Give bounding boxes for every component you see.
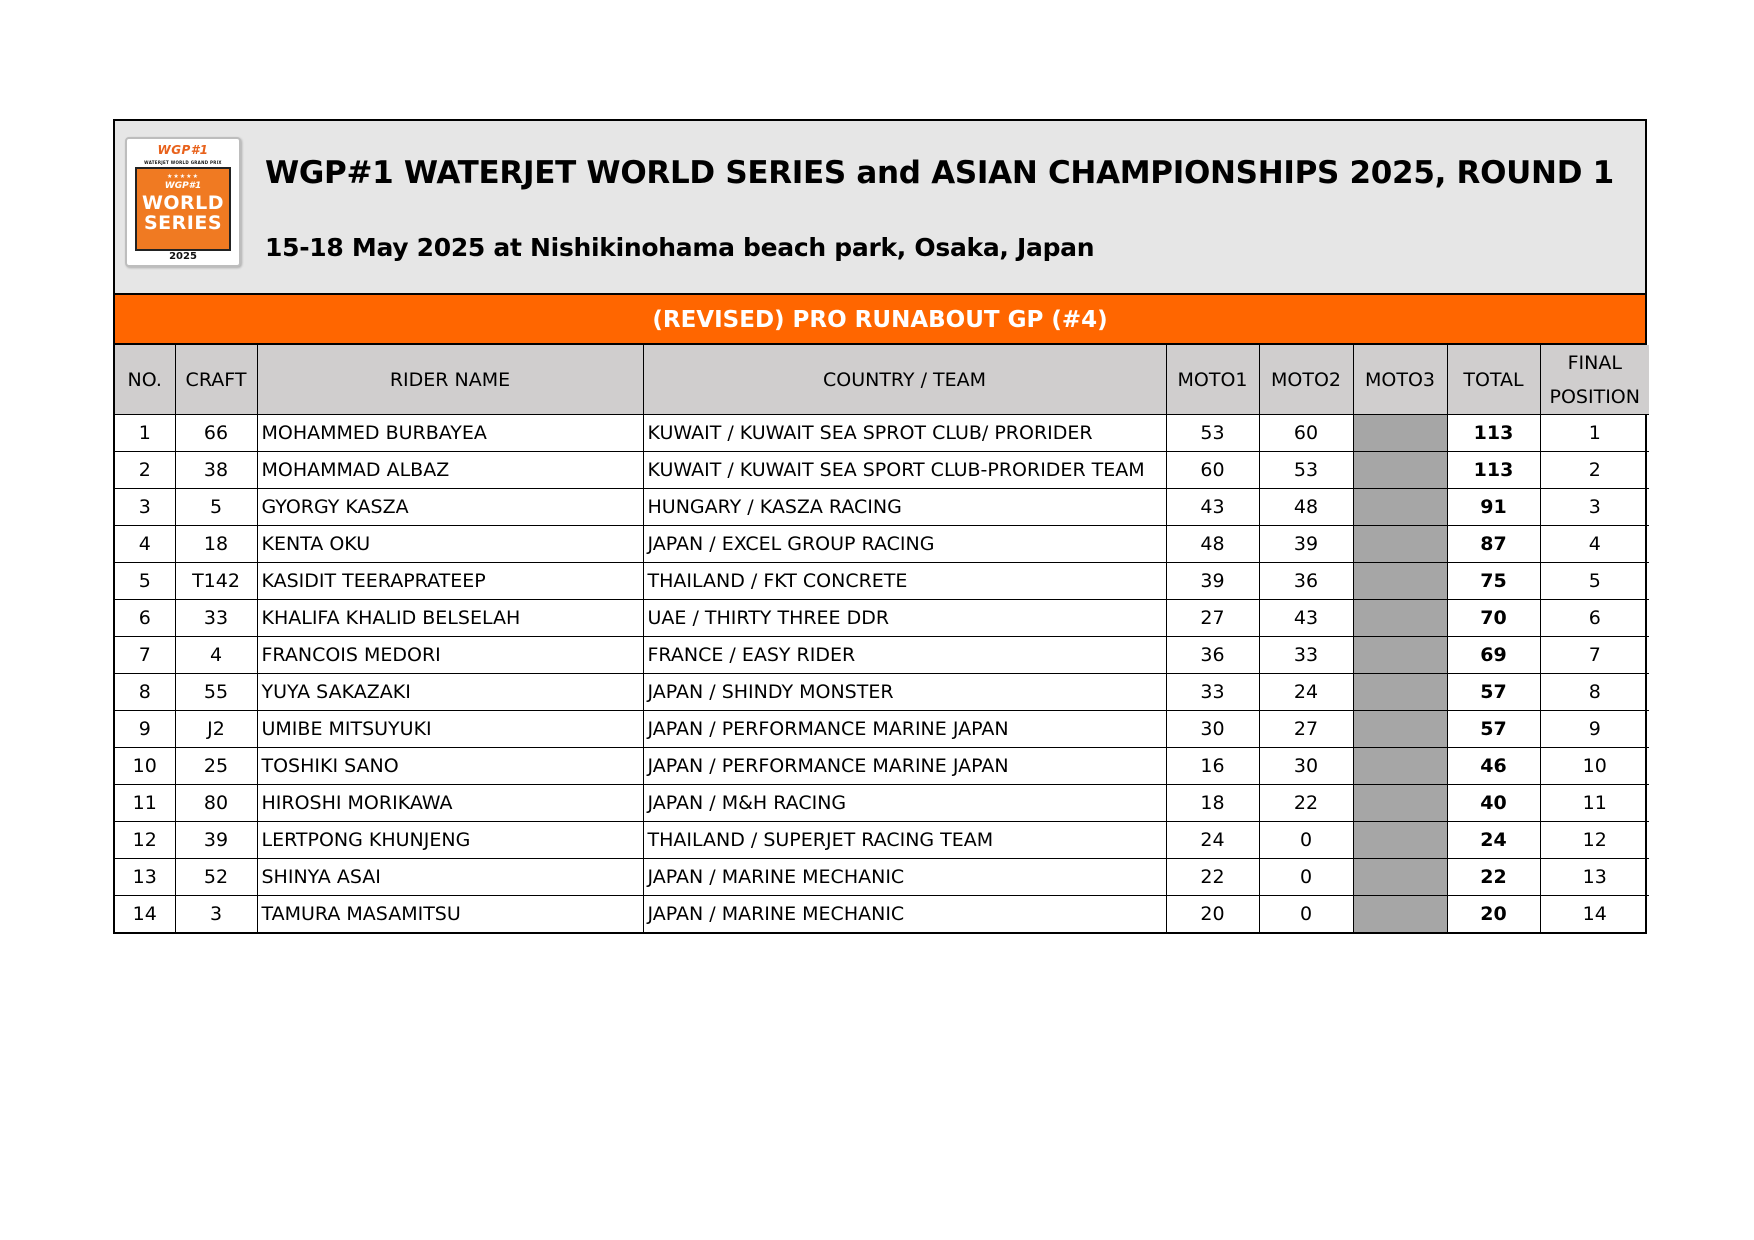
cell-moto3 <box>1353 711 1447 748</box>
table-row <box>115 637 1649 674</box>
cell-craft: 18 <box>175 526 257 563</box>
cell-moto3 <box>1353 452 1447 489</box>
cell-total: 113 <box>1447 452 1540 489</box>
cell-moto2: 48 <box>1259 489 1353 526</box>
cell-rider: TOSHIKI SANO <box>257 748 643 785</box>
cell-craft: T142 <box>175 563 257 600</box>
cell-craft: 52 <box>175 859 257 896</box>
cell-craft: J2 <box>175 711 257 748</box>
cell-final: 2 <box>1540 452 1649 489</box>
cell-moto3 <box>1353 822 1447 859</box>
cell-total: 69 <box>1447 637 1540 674</box>
col-header-team: COUNTRY / TEAM <box>643 345 1166 415</box>
cell-no: 1 <box>115 415 175 452</box>
cell-total: 70 <box>1447 600 1540 637</box>
col-header-final-line2: POSITION <box>1549 385 1640 408</box>
cell-no: 6 <box>115 600 175 637</box>
cell-team: JAPAN / MARINE MECHANIC <box>643 896 1166 933</box>
cell-total: 75 <box>1447 563 1540 600</box>
table-row <box>115 711 1649 748</box>
cell-total: 91 <box>1447 489 1540 526</box>
table-row <box>115 896 1649 933</box>
cell-rider: UMIBE MITSUYUKI <box>257 711 643 748</box>
cell-rider: KENTA OKU <box>257 526 643 563</box>
cell-rider: LERTPONG KHUNJENG <box>257 822 643 859</box>
cell-no: 2 <box>115 452 175 489</box>
col-header-craft: CRAFT <box>175 345 257 415</box>
cell-final: 6 <box>1540 600 1649 637</box>
cell-no: 5 <box>115 563 175 600</box>
cell-total: 24 <box>1447 822 1540 859</box>
cell-moto2: 0 <box>1259 859 1353 896</box>
cell-moto2: 27 <box>1259 711 1353 748</box>
cell-no: 13 <box>115 859 175 896</box>
cell-moto2: 24 <box>1259 674 1353 711</box>
logo-mini-text: WGP#1 <box>164 181 202 191</box>
cell-final: 4 <box>1540 526 1649 563</box>
cell-craft: 33 <box>175 600 257 637</box>
col-header-moto1: MOTO1 <box>1166 345 1259 415</box>
table-row <box>115 674 1649 711</box>
cell-craft: 4 <box>175 637 257 674</box>
cell-team: FRANCE / EASY RIDER <box>643 637 1166 674</box>
table-row <box>115 452 1649 489</box>
col-header-final-position <box>1540 345 1649 415</box>
cell-moto2: 0 <box>1259 896 1353 933</box>
cell-moto2: 36 <box>1259 563 1353 600</box>
cell-no: 11 <box>115 785 175 822</box>
cell-no: 10 <box>115 748 175 785</box>
cell-total: 20 <box>1447 896 1540 933</box>
cell-team: JAPAN / PERFORMANCE MARINE JAPAN <box>643 748 1166 785</box>
cell-moto1: 24 <box>1166 822 1259 859</box>
cell-no: 4 <box>115 526 175 563</box>
cell-moto1: 16 <box>1166 748 1259 785</box>
logo-word-series: SERIES <box>143 212 223 234</box>
cell-craft: 80 <box>175 785 257 822</box>
cell-team: JAPAN / M&H RACING <box>643 785 1166 822</box>
logo-panel <box>135 167 231 251</box>
cell-final: 7 <box>1540 637 1649 674</box>
column-header-row <box>115 345 1649 415</box>
logo-wgp-text: WGP#1 <box>157 143 209 157</box>
cell-moto3 <box>1353 859 1447 896</box>
cell-no: 3 <box>115 489 175 526</box>
category-banner: (REVISED) PRO RUNABOUT GP (#4) <box>115 295 1645 345</box>
cell-final: 9 <box>1540 711 1649 748</box>
cell-moto2: 30 <box>1259 748 1353 785</box>
results-sheet <box>113 119 1647 934</box>
event-title: WGP#1 WATERJET WORLD SERIES and ASIAN CHAMPIONSHIPS 2025, ROUND 1 <box>265 155 1614 191</box>
cell-moto2: 22 <box>1259 785 1353 822</box>
col-header-moto2: MOTO2 <box>1259 345 1353 415</box>
cell-team: THAILAND / SUPERJET RACING TEAM <box>643 822 1166 859</box>
table-row <box>115 526 1649 563</box>
cell-total: 40 <box>1447 785 1540 822</box>
cell-team: UAE / THIRTY THREE DDR <box>643 600 1166 637</box>
results-table <box>115 345 1649 932</box>
table-row <box>115 748 1649 785</box>
cell-moto1: 60 <box>1166 452 1259 489</box>
cell-team: JAPAN / SHINDY MONSTER <box>643 674 1166 711</box>
cell-craft: 5 <box>175 489 257 526</box>
col-header-moto3: MOTO3 <box>1353 345 1447 415</box>
cell-final: 3 <box>1540 489 1649 526</box>
cell-total: 87 <box>1447 526 1540 563</box>
cell-rider: YUYA SAKAZAKI <box>257 674 643 711</box>
cell-craft: 55 <box>175 674 257 711</box>
cell-craft: 3 <box>175 896 257 933</box>
cell-moto3 <box>1353 637 1447 674</box>
table-row <box>115 785 1649 822</box>
cell-team: KUWAIT / KUWAIT SEA SPROT CLUB/ PRORIDER <box>643 415 1166 452</box>
cell-total: 113 <box>1447 415 1540 452</box>
cell-total: 57 <box>1447 674 1540 711</box>
cell-total: 57 <box>1447 711 1540 748</box>
cell-craft: 39 <box>175 822 257 859</box>
cell-moto3 <box>1353 748 1447 785</box>
cell-final: 10 <box>1540 748 1649 785</box>
cell-rider: MOHAMMED BURBAYEA <box>257 415 643 452</box>
cell-moto1: 27 <box>1166 600 1259 637</box>
cell-moto1: 43 <box>1166 489 1259 526</box>
cell-moto1: 20 <box>1166 896 1259 933</box>
cell-moto1: 39 <box>1166 563 1259 600</box>
cell-final: 8 <box>1540 674 1649 711</box>
cell-no: 9 <box>115 711 175 748</box>
cell-team: JAPAN / PERFORMANCE MARINE JAPAN <box>643 711 1166 748</box>
cell-team: JAPAN / EXCEL GROUP RACING <box>643 526 1166 563</box>
cell-total: 46 <box>1447 748 1540 785</box>
cell-moto1: 22 <box>1166 859 1259 896</box>
cell-no: 7 <box>115 637 175 674</box>
cell-moto3 <box>1353 489 1447 526</box>
logo-stars: ★★★★★ <box>167 173 199 180</box>
cell-final: 11 <box>1540 785 1649 822</box>
cell-moto1: 53 <box>1166 415 1259 452</box>
cell-moto2: 53 <box>1259 452 1353 489</box>
cell-moto3 <box>1353 563 1447 600</box>
cell-moto3 <box>1353 674 1447 711</box>
cell-moto2: 60 <box>1259 415 1353 452</box>
logo-word-world: WORLD <box>141 192 225 214</box>
cell-rider: SHINYA ASAI <box>257 859 643 896</box>
col-header-total: TOTAL <box>1447 345 1540 415</box>
cell-team: KUWAIT / KUWAIT SEA SPORT CLUB-PRORIDER TEAM <box>643 452 1166 489</box>
cell-rider: HIROSHI MORIKAWA <box>257 785 643 822</box>
cell-moto2: 39 <box>1259 526 1353 563</box>
table-row <box>115 822 1649 859</box>
cell-final: 13 <box>1540 859 1649 896</box>
cell-moto2: 43 <box>1259 600 1353 637</box>
cell-team: HUNGARY / KASZA RACING <box>643 489 1166 526</box>
cell-final: 1 <box>1540 415 1649 452</box>
cell-moto3 <box>1353 415 1447 452</box>
cell-no: 8 <box>115 674 175 711</box>
cell-moto3 <box>1353 896 1447 933</box>
cell-final: 5 <box>1540 563 1649 600</box>
cell-rider: MOHAMMAD ALBAZ <box>257 452 643 489</box>
cell-final: 14 <box>1540 896 1649 933</box>
cell-moto1: 18 <box>1166 785 1259 822</box>
event-subtitle: 15-18 May 2025 at Nishikinohama beach park, Osaka, Japan <box>265 233 1095 262</box>
cell-craft: 25 <box>175 748 257 785</box>
table-row <box>115 415 1649 452</box>
cell-moto1: 30 <box>1166 711 1259 748</box>
cell-no: 14 <box>115 896 175 933</box>
cell-moto2: 0 <box>1259 822 1353 859</box>
col-header-final-line1: FINAL <box>1567 351 1622 374</box>
col-header-no: NO. <box>115 345 175 415</box>
cell-craft: 38 <box>175 452 257 489</box>
table-row <box>115 600 1649 637</box>
cell-rider: KHALIFA KHALID BELSELAH <box>257 600 643 637</box>
cell-rider: FRANCOIS MEDORI <box>257 637 643 674</box>
cell-team: JAPAN / MARINE MECHANIC <box>643 859 1166 896</box>
col-header-rider: RIDER NAME <box>257 345 643 415</box>
logo-subtext: WATERJET WORLD GRAND PRIX <box>144 160 222 165</box>
cell-craft: 66 <box>175 415 257 452</box>
cell-rider: TAMURA MASAMITSU <box>257 896 643 933</box>
cell-moto2: 33 <box>1259 637 1353 674</box>
world-series-logo <box>125 137 241 267</box>
cell-rider: KASIDIT TEERAPRATEEP <box>257 563 643 600</box>
cell-moto1: 48 <box>1166 526 1259 563</box>
event-header <box>115 121 1645 295</box>
cell-moto1: 33 <box>1166 674 1259 711</box>
table-row <box>115 563 1649 600</box>
cell-moto3 <box>1353 785 1447 822</box>
table-row <box>115 489 1649 526</box>
cell-no: 12 <box>115 822 175 859</box>
cell-moto1: 36 <box>1166 637 1259 674</box>
cell-final: 12 <box>1540 822 1649 859</box>
table-row <box>115 859 1649 896</box>
logo-year: 2025 <box>169 251 197 262</box>
cell-rider: GYORGY KASZA <box>257 489 643 526</box>
cell-total: 22 <box>1447 859 1540 896</box>
cell-moto3 <box>1353 600 1447 637</box>
cell-moto3 <box>1353 526 1447 563</box>
cell-team: THAILAND / FKT CONCRETE <box>643 563 1166 600</box>
